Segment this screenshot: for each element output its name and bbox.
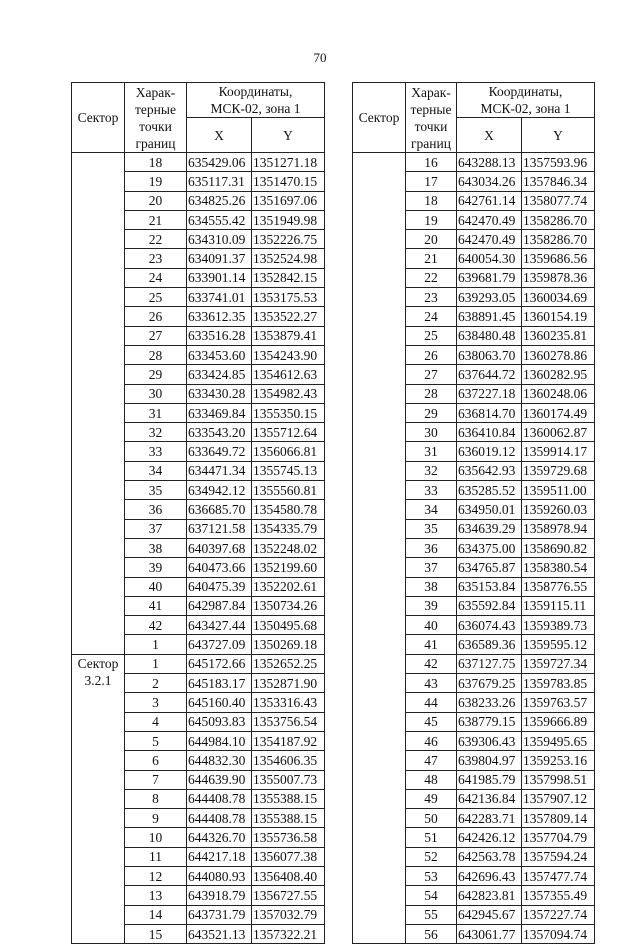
x-coordinate-cell: 633612.35 — [187, 307, 252, 326]
point-number-cell: 18 — [406, 191, 457, 210]
point-number-cell: 13 — [125, 886, 187, 905]
y-coordinate-cell: 1359595.12 — [522, 635, 595, 654]
point-number-cell: 32 — [406, 461, 457, 480]
x-coordinate-cell: 636074.43 — [457, 616, 522, 635]
x-coordinate-cell: 643288.13 — [457, 153, 522, 172]
point-number-cell: 25 — [406, 326, 457, 345]
y-coordinate-cell: 1359389.73 — [522, 616, 595, 635]
x-coordinate-cell: 635592.84 — [457, 596, 522, 615]
y-coordinate-cell: 1360235.81 — [522, 326, 595, 345]
x-coordinate-cell: 634555.42 — [187, 210, 252, 229]
points-header-line: границ — [411, 135, 451, 151]
y-coordinate-cell: 1360062.87 — [522, 423, 595, 442]
x-coordinate-cell: 637127.75 — [457, 654, 522, 673]
y-coordinate-cell: 1358286.70 — [522, 210, 595, 229]
points-header-line: Харак- — [411, 84, 451, 100]
point-number-cell: 40 — [406, 616, 457, 635]
x-coordinate-cell: 640054.30 — [457, 249, 522, 268]
x-coordinate-cell: 643427.44 — [187, 616, 252, 635]
x-coordinate-cell: 636685.70 — [187, 500, 252, 519]
x-coordinate-cell: 642945.67 — [457, 905, 522, 924]
x-coordinate-cell: 637644.72 — [457, 365, 522, 384]
left-table-body — [72, 153, 325, 944]
y-coordinate-cell: 1355388.15 — [252, 809, 325, 828]
point-number-cell: 53 — [406, 866, 457, 885]
x-coordinate-cell: 645160.40 — [187, 693, 252, 712]
y-coordinate-cell: 1358380.54 — [522, 558, 595, 577]
x-coordinate-cell: 642696.43 — [457, 866, 522, 885]
table-row — [353, 153, 595, 172]
y-coordinate-cell: 1359666.89 — [522, 712, 595, 731]
x-coordinate-cell: 644639.90 — [187, 770, 252, 789]
points-header-line: точки — [414, 118, 448, 134]
y-coordinate-cell: 1357322.21 — [252, 924, 325, 943]
point-number-cell: 54 — [406, 886, 457, 905]
coordinates-table-right — [352, 82, 595, 944]
x-coordinate-cell: 633469.84 — [187, 403, 252, 422]
points-header-line: терные — [410, 101, 452, 117]
point-number-cell: 25 — [125, 288, 187, 307]
y-coordinate-cell: 1359729.68 — [522, 461, 595, 480]
y-coordinate-cell: 1354580.78 — [252, 500, 325, 519]
point-number-cell: 36 — [406, 538, 457, 557]
y-coordinate-cell: 1359495.65 — [522, 731, 595, 750]
x-coordinate-cell: 633901.14 — [187, 268, 252, 287]
x-coordinate-cell: 633543.20 — [187, 423, 252, 442]
y-coordinate-cell: 1354606.35 — [252, 751, 325, 770]
x-coordinate-cell: 633430.28 — [187, 384, 252, 403]
y-coordinate-cell: 1357593.96 — [522, 153, 595, 172]
x-coordinate-cell: 638779.15 — [457, 712, 522, 731]
y-coordinate-cell: 1354187.92 — [252, 731, 325, 750]
x-coordinate-cell: 644217.18 — [187, 847, 252, 866]
y-coordinate-cell: 1360154.19 — [522, 307, 595, 326]
point-number-cell: 27 — [125, 326, 187, 345]
y-coordinate-cell: 1357998.51 — [522, 770, 595, 789]
y-coordinate-cell: 1359260.03 — [522, 500, 595, 519]
x-coordinate-cell: 642470.49 — [457, 210, 522, 229]
y-coordinate-cell: 1350734.26 — [252, 596, 325, 615]
y-coordinate-cell: 1350495.68 — [252, 616, 325, 635]
points-header — [125, 83, 187, 153]
x-coordinate-cell: 637121.58 — [187, 519, 252, 538]
y-coordinate-cell: 1355745.13 — [252, 461, 325, 480]
point-number-cell: 22 — [406, 268, 457, 287]
point-number-cell: 15 — [125, 924, 187, 943]
y-coordinate-cell: 1355560.81 — [252, 481, 325, 500]
x-coordinate-cell: 642563.78 — [457, 847, 522, 866]
y-coordinate-cell: 1358690.82 — [522, 538, 595, 557]
y-coordinate-cell: 1360248.06 — [522, 384, 595, 403]
page-number: 70 — [313, 50, 327, 65]
y-coordinate-cell: 1359878.36 — [522, 268, 595, 287]
point-number-cell: 23 — [125, 249, 187, 268]
x-coordinate-cell: 635153.84 — [457, 577, 522, 596]
table-row — [72, 153, 325, 172]
point-number-cell: 4 — [125, 712, 187, 731]
y-coordinate-cell: 1356066.81 — [252, 442, 325, 461]
point-number-cell: 1 — [125, 635, 187, 654]
y-coordinate-cell: 1351949.98 — [252, 210, 325, 229]
y-header: Y — [522, 118, 595, 153]
x-coordinate-cell: 634375.00 — [457, 538, 522, 557]
x-coordinate-cell: 644080.93 — [187, 866, 252, 885]
point-number-cell: 49 — [406, 789, 457, 808]
x-coordinate-cell: 642136.84 — [457, 789, 522, 808]
x-coordinate-cell: 645093.83 — [187, 712, 252, 731]
points-header-line: Харак- — [135, 84, 176, 100]
point-number-cell: 38 — [125, 538, 187, 557]
x-coordinate-cell: 642283.71 — [457, 809, 522, 828]
x-coordinate-cell: 643727.09 — [187, 635, 252, 654]
y-coordinate-cell: 1355736.58 — [252, 828, 325, 847]
y-coordinate-cell: 1355712.64 — [252, 423, 325, 442]
point-number-cell: 16 — [406, 153, 457, 172]
point-number-cell: 19 — [125, 172, 187, 191]
x-coordinate-cell: 639293.05 — [457, 288, 522, 307]
point-number-cell: 2 — [125, 674, 187, 693]
x-coordinate-cell: 644984.10 — [187, 731, 252, 750]
point-number-cell: 30 — [125, 384, 187, 403]
y-coordinate-cell: 1352524.98 — [252, 249, 325, 268]
y-coordinate-cell: 1354612.63 — [252, 365, 325, 384]
point-number-cell: 46 — [406, 731, 457, 750]
x-coordinate-cell: 641985.79 — [457, 770, 522, 789]
y-coordinate-cell: 1356408.40 — [252, 866, 325, 885]
x-coordinate-cell: 638480.48 — [457, 326, 522, 345]
y-coordinate-cell: 1357227.74 — [522, 905, 595, 924]
points-header — [406, 83, 457, 153]
point-number-cell: 28 — [406, 384, 457, 403]
y-coordinate-cell: 1352226.75 — [252, 230, 325, 249]
point-number-cell: 14 — [125, 905, 187, 924]
point-number-cell: 33 — [125, 442, 187, 461]
y-coordinate-cell: 1360174.49 — [522, 403, 595, 422]
x-coordinate-cell: 633516.28 — [187, 326, 252, 345]
right-table-body — [353, 153, 595, 944]
point-number-cell: 5 — [125, 731, 187, 750]
x-coordinate-cell: 635642.93 — [457, 461, 522, 480]
sector-cell — [353, 153, 406, 944]
point-number-cell: 37 — [125, 519, 187, 538]
x-coordinate-cell: 633453.60 — [187, 345, 252, 364]
x-coordinate-cell: 642470.49 — [457, 230, 522, 249]
y-coordinate-cell: 1358077.74 — [522, 191, 595, 210]
point-number-cell: 24 — [125, 268, 187, 287]
x-coordinate-cell: 638891.45 — [457, 307, 522, 326]
x-coordinate-cell: 634942.12 — [187, 481, 252, 500]
point-number-cell: 10 — [125, 828, 187, 847]
y-coordinate-cell: 1353756.54 — [252, 712, 325, 731]
x-coordinate-cell: 643731.79 — [187, 905, 252, 924]
point-number-cell: 44 — [406, 693, 457, 712]
points-header-line: границ — [135, 135, 176, 151]
y-coordinate-cell: 1352202.61 — [252, 577, 325, 596]
point-number-cell: 9 — [125, 809, 187, 828]
point-number-cell: 26 — [125, 307, 187, 326]
point-number-cell: 22 — [125, 230, 187, 249]
point-number-cell: 42 — [125, 616, 187, 635]
y-coordinate-cell: 1360282.95 — [522, 365, 595, 384]
y-coordinate-cell: 1355388.15 — [252, 789, 325, 808]
x-coordinate-cell: 640473.66 — [187, 558, 252, 577]
point-number-cell: 41 — [406, 635, 457, 654]
x-coordinate-cell: 634765.87 — [457, 558, 522, 577]
x-coordinate-cell: 642761.14 — [457, 191, 522, 210]
x-coordinate-cell: 633424.85 — [187, 365, 252, 384]
point-number-cell: 17 — [406, 172, 457, 191]
sector-header: Сектор — [72, 83, 125, 153]
point-number-cell: 52 — [406, 847, 457, 866]
x-coordinate-cell: 645183.17 — [187, 674, 252, 693]
coordinates-table-left — [71, 82, 325, 944]
point-number-cell: 24 — [406, 307, 457, 326]
x-coordinate-cell: 639804.97 — [457, 751, 522, 770]
y-coordinate-cell: 1356077.38 — [252, 847, 325, 866]
point-number-cell: 37 — [406, 558, 457, 577]
x-coordinate-cell: 643918.79 — [187, 886, 252, 905]
x-coordinate-cell: 644408.78 — [187, 789, 252, 808]
y-coordinate-cell: 1357477.74 — [522, 866, 595, 885]
table-row — [72, 654, 325, 673]
point-number-cell: 50 — [406, 809, 457, 828]
point-number-cell: 20 — [406, 230, 457, 249]
point-number-cell: 27 — [406, 365, 457, 384]
point-number-cell: 19 — [406, 210, 457, 229]
point-number-cell: 51 — [406, 828, 457, 847]
y-coordinate-cell: 1358286.70 — [522, 230, 595, 249]
y-coordinate-cell: 1360034.69 — [522, 288, 595, 307]
y-coordinate-cell: 1359253.16 — [522, 751, 595, 770]
x-coordinate-cell: 639306.43 — [457, 731, 522, 750]
point-number-cell: 29 — [125, 365, 187, 384]
point-number-cell: 45 — [406, 712, 457, 731]
y-header: Y — [252, 118, 325, 153]
y-coordinate-cell: 1359914.17 — [522, 442, 595, 461]
x-coordinate-cell: 634091.37 — [187, 249, 252, 268]
point-number-cell: 34 — [406, 500, 457, 519]
x-coordinate-cell: 645172.66 — [187, 654, 252, 673]
point-number-cell: 26 — [406, 345, 457, 364]
y-coordinate-cell: 1359783.85 — [522, 674, 595, 693]
point-number-cell: 47 — [406, 751, 457, 770]
coordinates-header-line: МСК-02, зона 1 — [210, 101, 301, 116]
x-coordinate-cell: 644832.30 — [187, 751, 252, 770]
point-number-cell: 11 — [125, 847, 187, 866]
sector-label-line: Сектор — [77, 655, 119, 671]
sector-cell — [72, 153, 125, 655]
y-coordinate-cell: 1357809.14 — [522, 809, 595, 828]
y-coordinate-cell: 1359115.11 — [522, 596, 595, 615]
x-coordinate-cell: 637679.25 — [457, 674, 522, 693]
point-number-cell: 55 — [406, 905, 457, 924]
point-number-cell: 48 — [406, 770, 457, 789]
point-number-cell: 42 — [406, 654, 457, 673]
y-coordinate-cell: 1352842.15 — [252, 268, 325, 287]
y-coordinate-cell: 1355350.15 — [252, 403, 325, 422]
y-coordinate-cell: 1357032.79 — [252, 905, 325, 924]
x-coordinate-cell: 640397.68 — [187, 538, 252, 557]
y-coordinate-cell: 1359511.00 — [522, 481, 595, 500]
x-coordinate-cell: 642987.84 — [187, 596, 252, 615]
point-number-cell: 39 — [406, 596, 457, 615]
y-coordinate-cell: 1353316.43 — [252, 693, 325, 712]
point-number-cell: 21 — [406, 249, 457, 268]
x-coordinate-cell: 643061.77 — [457, 924, 522, 943]
x-coordinate-cell: 638233.26 — [457, 693, 522, 712]
sector-header: Сектор — [353, 83, 406, 153]
point-number-cell: 56 — [406, 924, 457, 943]
y-coordinate-cell: 1353522.27 — [252, 307, 325, 326]
point-number-cell: 28 — [125, 345, 187, 364]
x-coordinate-cell: 643034.26 — [457, 172, 522, 191]
x-coordinate-cell: 634639.29 — [457, 519, 522, 538]
y-coordinate-cell: 1357704.79 — [522, 828, 595, 847]
point-number-cell: 1 — [125, 654, 187, 673]
x-coordinate-cell: 643521.13 — [187, 924, 252, 943]
x-coordinate-cell: 636019.12 — [457, 442, 522, 461]
sector-label-line: 3.2.1 — [84, 672, 112, 688]
point-number-cell: 36 — [125, 500, 187, 519]
coordinates-header-line: Координаты, — [488, 84, 563, 99]
point-number-cell: 12 — [125, 866, 187, 885]
x-coordinate-cell: 634310.09 — [187, 230, 252, 249]
x-coordinate-cell: 637227.18 — [457, 384, 522, 403]
y-coordinate-cell: 1360278.86 — [522, 345, 595, 364]
y-coordinate-cell: 1358978.94 — [522, 519, 595, 538]
y-coordinate-cell: 1357594.24 — [522, 847, 595, 866]
x-coordinate-cell: 633741.01 — [187, 288, 252, 307]
point-number-cell: 18 — [125, 153, 187, 172]
x-header: X — [187, 118, 252, 153]
y-coordinate-cell: 1351697.06 — [252, 191, 325, 210]
x-coordinate-cell: 636589.36 — [457, 635, 522, 654]
coordinates-header-line: Координаты, — [218, 84, 293, 99]
y-coordinate-cell: 1353175.53 — [252, 288, 325, 307]
x-coordinate-cell: 639681.79 — [457, 268, 522, 287]
x-header: X — [457, 118, 522, 153]
point-number-cell: 3 — [125, 693, 187, 712]
point-number-cell: 23 — [406, 288, 457, 307]
x-coordinate-cell: 636410.84 — [457, 423, 522, 442]
y-coordinate-cell: 1357094.74 — [522, 924, 595, 943]
y-coordinate-cell: 1354243.90 — [252, 345, 325, 364]
point-number-cell: 38 — [406, 577, 457, 596]
y-coordinate-cell: 1357355.49 — [522, 886, 595, 905]
y-coordinate-cell: 1359727.34 — [522, 654, 595, 673]
sector-cell — [72, 654, 125, 943]
point-number-cell: 40 — [125, 577, 187, 596]
point-number-cell: 35 — [406, 519, 457, 538]
point-number-cell: 20 — [125, 191, 187, 210]
y-coordinate-cell: 1352652.25 — [252, 654, 325, 673]
point-number-cell: 34 — [125, 461, 187, 480]
x-coordinate-cell: 636814.70 — [457, 403, 522, 422]
point-number-cell: 31 — [125, 403, 187, 422]
y-coordinate-cell: 1359686.56 — [522, 249, 595, 268]
y-coordinate-cell: 1351470.15 — [252, 172, 325, 191]
points-header-line: терные — [135, 101, 176, 117]
x-coordinate-cell: 640475.39 — [187, 577, 252, 596]
coordinates-header-line: МСК-02, зона 1 — [480, 101, 571, 116]
x-coordinate-cell: 644408.78 — [187, 809, 252, 828]
y-coordinate-cell: 1354335.79 — [252, 519, 325, 538]
x-coordinate-cell: 634825.26 — [187, 191, 252, 210]
x-coordinate-cell: 635117.31 — [187, 172, 252, 191]
x-coordinate-cell: 635285.52 — [457, 481, 522, 500]
point-number-cell: 6 — [125, 751, 187, 770]
y-coordinate-cell: 1356727.55 — [252, 886, 325, 905]
y-coordinate-cell: 1350269.18 — [252, 635, 325, 654]
point-number-cell: 29 — [406, 403, 457, 422]
point-number-cell: 7 — [125, 770, 187, 789]
point-number-cell: 21 — [125, 210, 187, 229]
y-coordinate-cell: 1352199.60 — [252, 558, 325, 577]
y-coordinate-cell: 1351271.18 — [252, 153, 325, 172]
y-coordinate-cell: 1357846.34 — [522, 172, 595, 191]
y-coordinate-cell: 1358776.55 — [522, 577, 595, 596]
x-coordinate-cell: 642823.81 — [457, 886, 522, 905]
x-coordinate-cell: 642426.12 — [457, 828, 522, 847]
point-number-cell: 39 — [125, 558, 187, 577]
y-coordinate-cell: 1352248.02 — [252, 538, 325, 557]
y-coordinate-cell: 1359763.57 — [522, 693, 595, 712]
point-number-cell: 33 — [406, 481, 457, 500]
coordinates-header — [457, 83, 595, 118]
y-coordinate-cell: 1357907.12 — [522, 789, 595, 808]
y-coordinate-cell: 1355007.73 — [252, 770, 325, 789]
x-coordinate-cell: 633649.72 — [187, 442, 252, 461]
x-coordinate-cell: 638063.70 — [457, 345, 522, 364]
coordinates-header — [187, 83, 325, 118]
y-coordinate-cell: 1352871.90 — [252, 674, 325, 693]
point-number-cell: 43 — [406, 674, 457, 693]
point-number-cell: 8 — [125, 789, 187, 808]
y-coordinate-cell: 1354982.43 — [252, 384, 325, 403]
x-coordinate-cell: 635429.06 — [187, 153, 252, 172]
y-coordinate-cell: 1353879.41 — [252, 326, 325, 345]
point-number-cell: 32 — [125, 423, 187, 442]
x-coordinate-cell: 644326.70 — [187, 828, 252, 847]
points-header-line: точки — [139, 118, 172, 134]
point-number-cell: 35 — [125, 481, 187, 500]
x-coordinate-cell: 634471.34 — [187, 461, 252, 480]
point-number-cell: 30 — [406, 423, 457, 442]
point-number-cell: 41 — [125, 596, 187, 615]
x-coordinate-cell: 634950.01 — [457, 500, 522, 519]
point-number-cell: 31 — [406, 442, 457, 461]
